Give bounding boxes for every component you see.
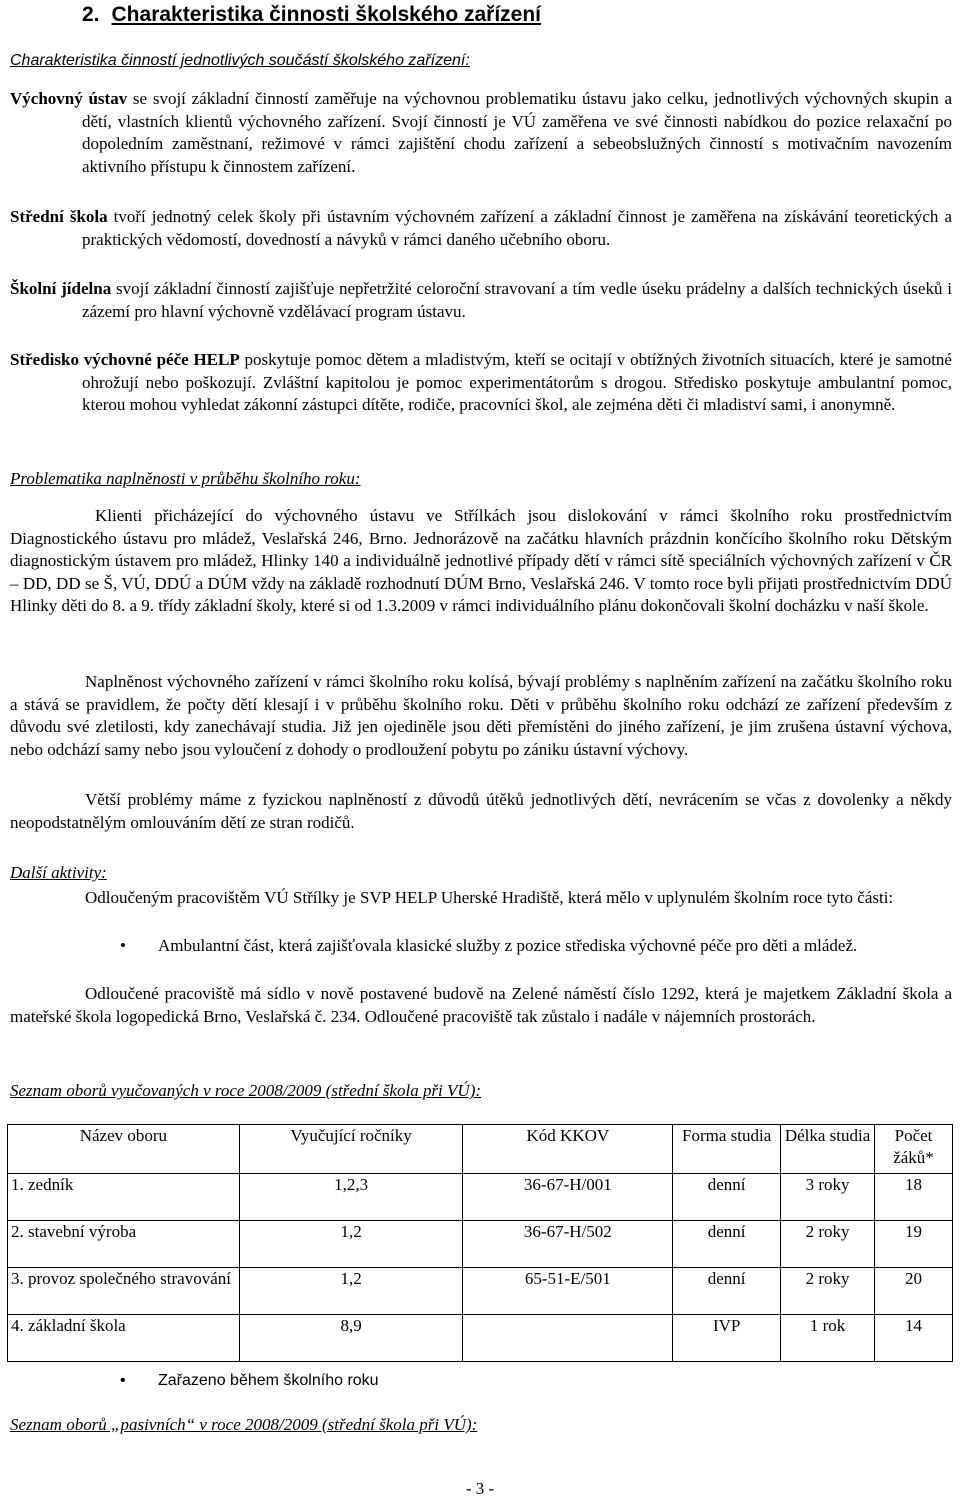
unit-label: Střední škola [10,207,108,226]
unit-paragraph-institute [10,88,952,178]
table-cell: 2. stavební výroba [8,1221,240,1268]
unit-label: Středisko výchovné péče HELP [10,350,240,369]
table-header-cell: Forma studia [673,1125,781,1174]
table-cell: 3 roky [781,1174,875,1221]
table-cell: 8,9 [239,1315,463,1362]
table-header-row [8,1125,953,1174]
page-number [0,1478,960,1501]
page-number-text: - 3 - [465,1479,495,1498]
table-cell: 1,2 [239,1268,463,1315]
table-row [8,1315,953,1362]
bullet-icon: • [120,936,126,955]
table-header-cell: Délka studia [781,1125,875,1174]
subheading-activities: Další aktivity: [10,863,107,882]
table-row [8,1268,953,1315]
table-cell: 1. zedník [8,1174,240,1221]
unit-paragraph-school [10,206,952,251]
activities-intro [10,887,952,910]
subheading-components: Charakteristika činností jednotlivých součástí školského zařízení: [10,52,470,69]
section-title: Charakteristika činnosti školského zařízení [111,3,542,26]
occupancy-paragraph-2 [10,671,952,761]
table-cell: IVP [673,1315,781,1362]
table-cell: 65-51-E/501 [463,1268,673,1315]
unit-label: Školní jídelna [10,279,112,298]
occupancy-paragraph-3 [10,789,952,834]
table-cell: 1,2 [239,1221,463,1268]
table-cell: denní [673,1268,781,1315]
activities-outro-text: Odloučené pracoviště má sídlo v nově postavené budově na Zelené náměstí číslo 1292, která je majetkem Základní škola a mateřské škola logopedická Brno, Veslařská č. 234. Odloučené pracoviště tak zůstalo i nadále v nájemních prostorách. [10,984,952,1026]
activities-bullet-text: Ambulantní část, která zajišťovala klasické služby z pozice střediska výchovné péče pro děti a mládež. [158,936,858,955]
unit-paragraph-canteen [10,278,952,323]
unit-text: poskytuje pomoc dětem a mladistvým, kteří se ocitají v obtížných životních situacích, které je samotné ohrožují nebo poškozují. Zvláštní kapitolou je pomoc experimentátorům s drogou. Středisko poskytuje ambulantní pomoc, kterou mohou vyhledat zákonní zástupci dítěte, rodiče, pracovníci škol, ale zejména děti či mladiství sami, i anonymně. [82,350,952,414]
section-number: 2. [82,3,100,26]
subheading-passive-fields: Seznam oborů „pasivních“ v roce 2008/2009 (střední škola při VÚ): [10,1415,478,1434]
table-cell: 19 [875,1221,953,1268]
table-cell: 20 [875,1268,953,1315]
bullet-icon: • [120,1372,126,1389]
table-cell: 3. provoz společného stravování [8,1268,240,1315]
unit-text: se svojí základní činností zaměřuje na výchovnou problematiku ústavu jako celku, jednotlivých výchovných skupin a dětí, vlastních klientů výchovného zařízení. Svojí činností je VÚ zaměřena ve své činnosti nabídkou do pozice relaxační po dopoledním zaměstnaní, režimové v rámci zajištění chodu zařízení a sebeobslužných činností s motivačním navozením aktivního přístupu k činnostem zařízení. [82,89,952,176]
unit-label: Výchovný ústav [10,89,128,108]
table-row [8,1221,953,1268]
footnote-text: Zařazeno během školního roku [158,1372,379,1389]
occupancy-text-2: Naplněnost výchovného zařízení v rámci školního roku kolísá, bývají problémy s naplněním zařízení na začátku školního roku a stává se pravidlem, že počty dětí klesají i v průběhu školního roku. Děti v průběhu školního roku odchází ze zařízení především z důvodu své zletilosti, kdy zanechávají studia. Již jen ojediněle jsou děti přemístěni do jiného zařízení, je jim zrušena ústavní výchova, nebo odchází samy nebo jsou vyloučení z dohody o prodloužení pobytu po zániku ústavní výchovy. [10,672,952,759]
table-cell: 36-67-H/502 [463,1221,673,1268]
table-cell: 36-67-H/001 [463,1174,673,1221]
table-cell: 1 rok [781,1315,875,1362]
table-cell: 2 roky [781,1268,875,1315]
subheading-fields-list: Seznam oborů vyučovaných v roce 2008/2009 (střední škola při VÚ): [10,1081,482,1100]
table-header-cell: Název oboru [8,1125,240,1174]
table-header-cell: Kód KKOV [463,1125,673,1174]
activities-outro [10,983,952,1028]
section-heading [82,2,541,28]
activities-intro-text: Odloučeným pracovištěm VÚ Střílky je SVP HELP Uherské Hradiště, která mělo v uplynulém školním roce tyto části: [85,888,894,907]
table-cell: denní [673,1221,781,1268]
table-cell: denní [673,1174,781,1221]
table-cell: 14 [875,1315,953,1362]
fields-table [7,1124,953,1362]
table-row [8,1174,953,1221]
occupancy-text-1: Klienti přicházející do výchovného ústavu ve Střílkách jsou dislokování v rámci školního roku prostřednictvím Diagnostického ústavu pro mládež, Veslařská 246, Brno. Jednorázově na začátku hlavních prázdnin končícího školního roku Dětským diagnostickým ústavem pro mládež, Hlinky 140 a individuálně jednotlivé případy dětí v rámci sítě speciálních výchovných zařízení v ČR – DD, DD se Š, VÚ, DDÚ a DÚM vždy na základě rozhodnutí DÚM Brno, Veslařská 246. V tomto roce byli přijati prostřednictvím DDÚ Hlinky děti do 8. a 9. třídy základní školy, které si od 1.3.2009 v rámci individuálního plánu dokončovali školní docházku v naší škole. [10,506,952,615]
table-header-cell: Počet žáků* [875,1125,953,1174]
table-cell: 2 roky [781,1221,875,1268]
table-cell: 4. základní škola [8,1315,240,1362]
table-cell [463,1315,673,1362]
table-header-cell: Vyučující ročníky [239,1125,463,1174]
occupancy-text-3: Větší problémy máme z fyzickou naplněností z důvodů útěků jednotlivých dětí, nevrácením se včas z dovolenky a někdy neopodstatnělým omlouváním dětí ze stran rodičů. [10,790,952,832]
unit-text: svojí základní činností zajišťuje nepřetržité celoroční stravovaní a tím vedle úseku prádelny a dalších technických úseků i zázemí pro hlavní výchovně vzdělávací program ústavu. [82,279,952,321]
occupancy-paragraph-1 [10,505,952,618]
unit-paragraph-help-center [10,349,952,417]
activities-bullet [120,935,952,981]
table-cell: 1,2,3 [239,1174,463,1221]
subheading-occupancy: Problematika naplněnosti v průběhu školního roku: [10,469,361,488]
unit-text: tvoří jednotný celek školy při ústavním výchovném zařízení a základní činnost je zaměřena na získávání teoretických a praktických vědomostí, dovedností a návyků v rámci daného učebního oboru. [82,207,952,249]
table-cell: 18 [875,1174,953,1221]
